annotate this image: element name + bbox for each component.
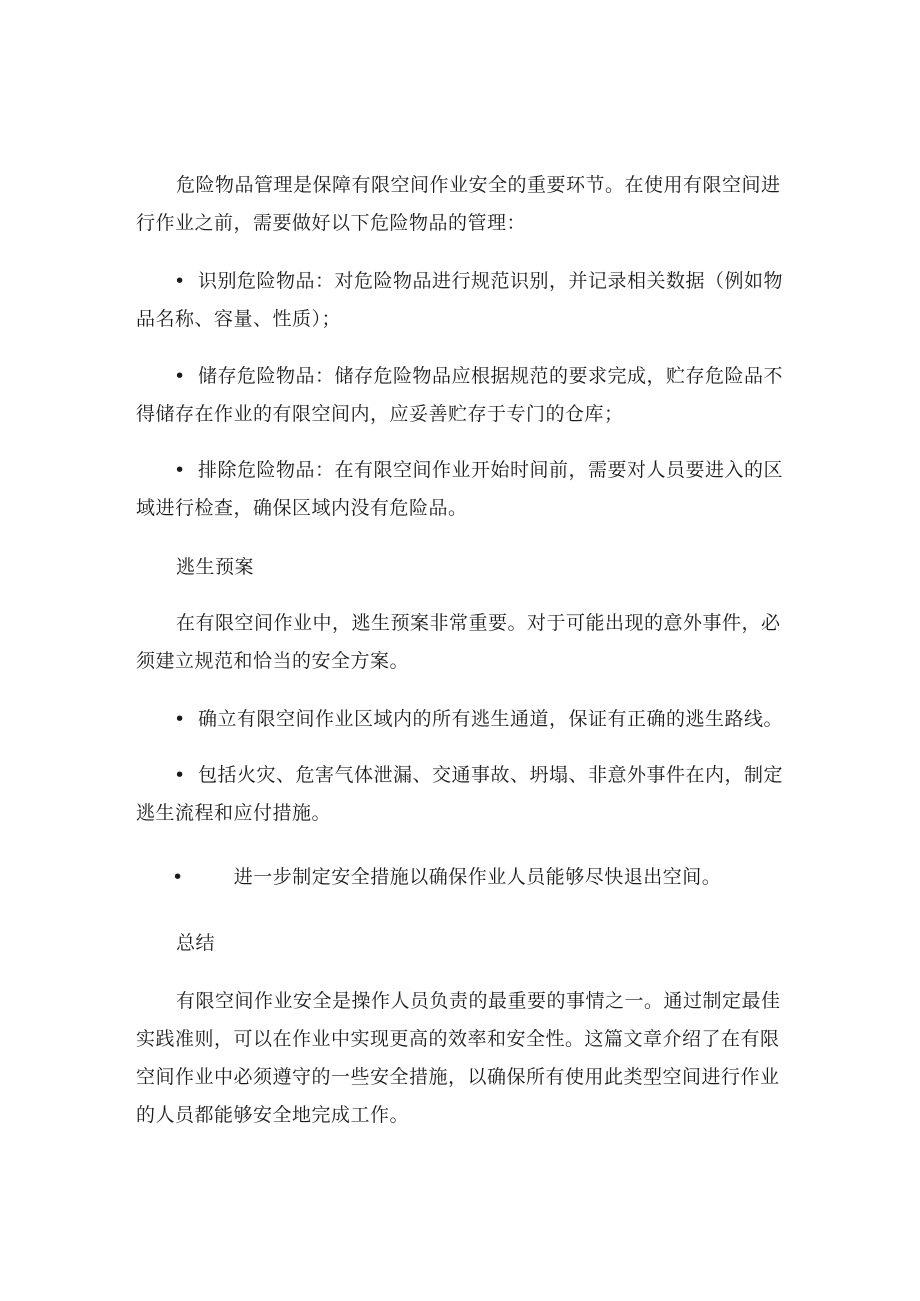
bullet-identify: [136, 262, 786, 338]
bullet-measures-text: 进一步制定安全措施以确保作业人员能够尽快退出空间。: [233, 866, 722, 888]
summary-text: 有限空间作业安全是操作人员负责的最重要的事情之一。通过制定最佳实践准则，可以在作业中实现更高的效率和安全性。这篇文章介绍了在有限空间作业中必须遵守的一些安全措施，以确保所有使用此类型空间进行作业的人员都能够安全地完成工作。: [136, 990, 781, 1126]
bullet-remove: [136, 451, 786, 527]
bullet-store: [136, 357, 786, 433]
bullet-process: [136, 756, 786, 832]
bullet-icon: •: [174, 708, 186, 730]
bullet-icon: •: [174, 270, 186, 292]
bullet-process-text: 包括火灾、危害气体泄漏、交通事故、坍塌、非意外事件在内，制定逃生流程和应付措施。: [136, 764, 784, 824]
bullet-remove-text: 排除危险物品：在有限空间作业开始时间前，需要对人员要进入的区域进行检查，确保区域内没有危险品。: [136, 459, 784, 519]
escape-plan-heading: 逃生预案: [176, 556, 255, 578]
bullet-channels: [136, 700, 816, 738]
intro-paragraph: [136, 166, 786, 242]
bullet-icon: •: [174, 365, 186, 387]
escape-intro-paragraph: [136, 604, 786, 680]
bullet-identify-text: 识别危险物品：对危险物品进行规范识别，并记录相关数据（例如物品名称、容量、性质）；: [136, 270, 784, 330]
bullet-icon: •: [172, 866, 184, 888]
summary-paragraph: [136, 982, 786, 1134]
bullet-store-text: 储存危险物品：储存危险物品应根据规范的要求完成，贮存危险品不得储存在作业的有限空间内，应妥善贮存于专门的仓库；: [136, 365, 784, 425]
summary-heading: 总结: [176, 932, 216, 954]
bullet-icon: •: [174, 459, 186, 481]
escape-intro-text: 在有限空间作业中，逃生预案非常重要。对于可能出现的意外事件，必须建立规范和恰当的安全方案。: [136, 612, 781, 672]
intro-text: 危险物品管理是保障有限空间作业安全的重要环节。在使用有限空间进行作业之前，需要做好以下危险物品的管理：: [136, 174, 781, 234]
bullet-measures: [172, 858, 721, 896]
bullet-channels-text: 确立有限空间作业区域内的所有逃生通道，保证有正确的逃生路线。: [198, 708, 784, 730]
bullet-icon: •: [174, 764, 186, 786]
